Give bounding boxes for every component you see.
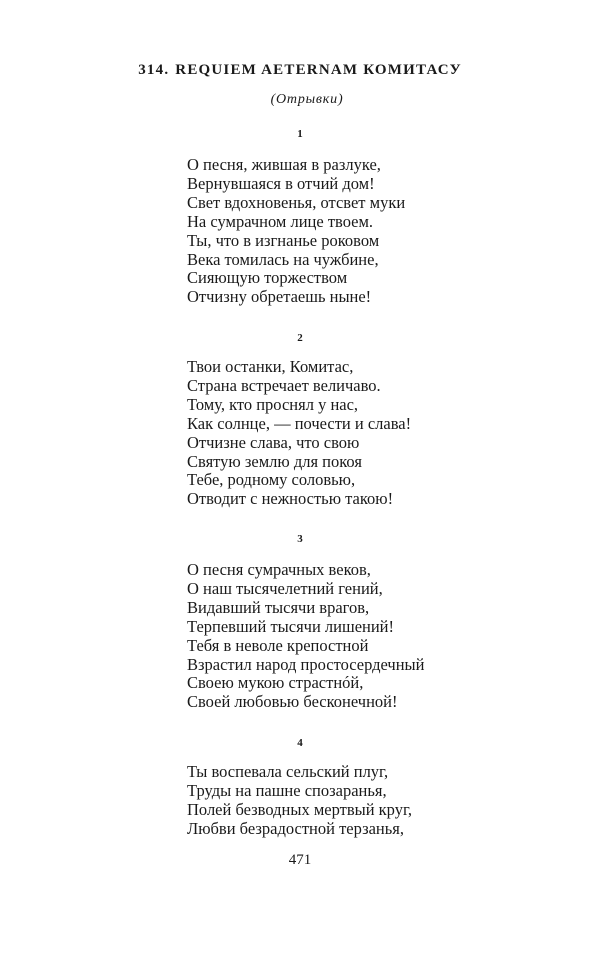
verse-line: О наш тысячелетний гений, bbox=[187, 578, 383, 598]
verse-line: О песня, жившая в разлуке, bbox=[187, 155, 381, 174]
verse-line: Отчизну обретаешь ныне! bbox=[187, 287, 372, 307]
poem-title bbox=[0, 62, 600, 79]
stanza bbox=[187, 358, 411, 509]
stanza bbox=[187, 763, 412, 839]
verse-line: Свет вдохновенья, отсвет муки bbox=[187, 192, 406, 212]
poem-title-text: REQUIEM AETERNAM КОМИТАСУ bbox=[175, 62, 462, 78]
verse-line: Вернувшаяся в отчий дом! bbox=[187, 173, 375, 193]
verse-line: Видавший тысячи врагов, bbox=[187, 597, 370, 617]
verse-line: О песня сумрачных веков, bbox=[187, 560, 371, 579]
section-number: 3 bbox=[297, 533, 303, 545]
verse-line: На сумрачном лице твоем. bbox=[187, 211, 374, 231]
verse-line: Терпевший тысячи лишений! bbox=[187, 616, 394, 636]
verse-line: Тебя в неволе крепостной bbox=[187, 635, 369, 655]
verse-line: Отводит с нежностью такою! bbox=[187, 489, 394, 509]
page-number: 471 bbox=[288, 852, 312, 868]
verse-line: Труды на пашне спозаранья, bbox=[187, 780, 387, 800]
verse-line: Ты воспевала сельский плуг, bbox=[187, 762, 389, 781]
verse-line: Взрастил народ простосердечный bbox=[187, 654, 425, 674]
verse-line: Тебе, родному соловью, bbox=[187, 470, 356, 490]
stanza bbox=[187, 561, 424, 712]
verse-line: Твои останки, Комитас, bbox=[187, 357, 354, 376]
verse-line: Ты, что в изгнанье роковом bbox=[187, 230, 380, 250]
verse-line: Страна встречает величаво. bbox=[187, 375, 381, 395]
section-number: 1 bbox=[297, 128, 303, 140]
verse-line: Отчизне слава, что свою bbox=[187, 432, 360, 452]
poem-number: 314. bbox=[138, 62, 170, 78]
stanza bbox=[187, 156, 405, 307]
section-number: 2 bbox=[297, 332, 303, 344]
verse-line: Своею мукою страстнóй, bbox=[187, 673, 364, 693]
verse-line: Своей любовью бесконечной! bbox=[187, 692, 398, 712]
verse-line: Как солнце, — почести и слава! bbox=[187, 413, 412, 433]
verse-line: Сияющую торжеством bbox=[187, 268, 348, 288]
verse-line: Святую землю для покоя bbox=[187, 451, 362, 471]
section-number: 4 bbox=[297, 737, 303, 749]
verse-line: Полей безводных мертвый круг, bbox=[187, 799, 412, 819]
verse-line: Любви безрадостной терзанья, bbox=[187, 818, 404, 838]
poem-subtitle: (Отрывки) bbox=[270, 92, 344, 107]
verse-line: Тому, кто проснял у нас, bbox=[187, 394, 359, 414]
verse-line: Века томилась на чужбине, bbox=[187, 249, 379, 269]
